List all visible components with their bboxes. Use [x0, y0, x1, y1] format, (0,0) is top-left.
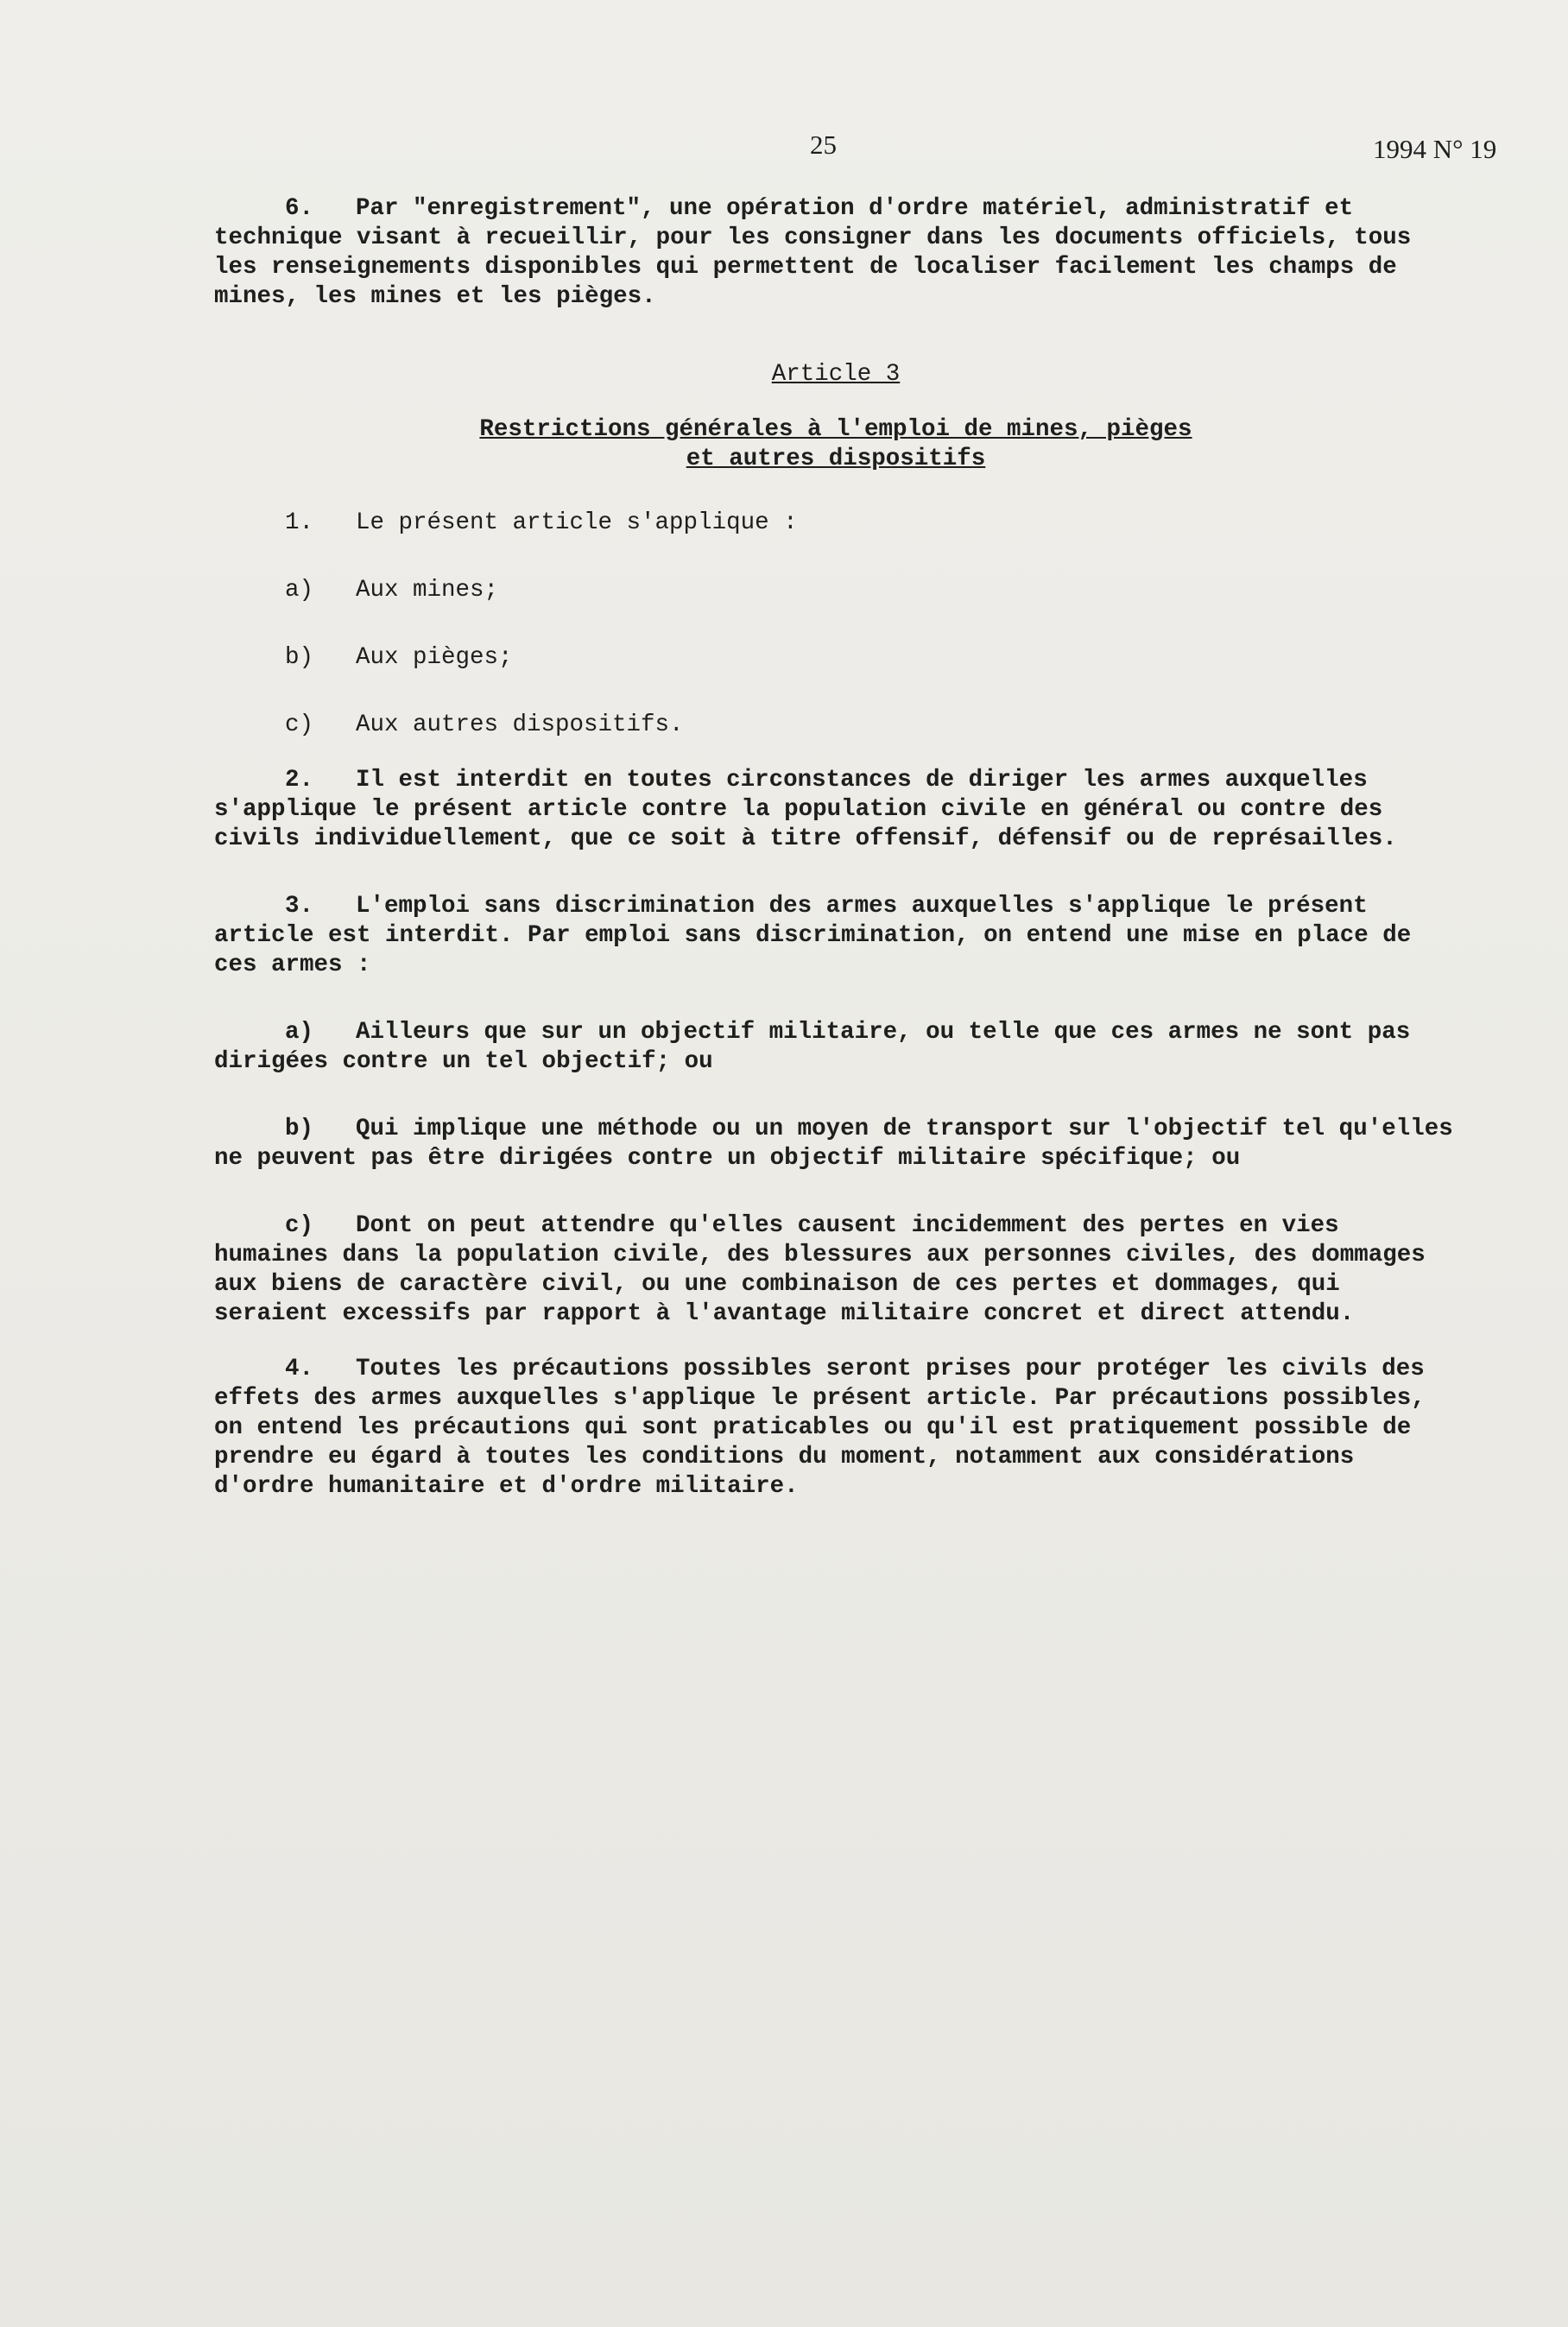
list-item [214, 711, 1457, 740]
paragraph-text: Par "enregistrement", une opération d'ordre matériel, administratif et technique visant à recueillir, pour les consigner dans les documents officiels, tous les renseignements disponibles qui permettent de localiser facilement les champs de mines, les mines et les pièges. [214, 195, 1412, 310]
paragraph-text: Il est interdit en toutes circonstances de diriger les armes auxquelles s'applique le présent article contre la population civile en général ou contre des civils individuellement, que ce soit à titre offensif, défensif ou de représailles. [214, 767, 1397, 852]
paragraph-number: 3. [285, 893, 314, 920]
sub-item-text: Ailleurs que sur un objectif militaire, ou telle que ces armes ne sont pas dirigées contre un tel objectif; ou [214, 1019, 1411, 1075]
list-item-label: a) [285, 577, 314, 604]
paragraph-number: 2. [285, 767, 314, 794]
paragraph-1 [214, 509, 1457, 538]
list-item-text: Aux mines; [356, 577, 499, 604]
paragraph-3 [214, 892, 1457, 980]
sub-item-label: c) [285, 1212, 314, 1239]
sub-item [214, 1115, 1457, 1173]
page-number: 25 [810, 130, 837, 160]
paragraph-text: Toutes les précautions possibles seront prises pour protéger les civils des effets des armes auxquelles s'applique le présent article. Par précautions possibles, on entend les précautions qui sont praticables ou qu'il est pratiquement possible de prendre eu égard à toutes les conditions du moment, notamment aux considérations d'ordre humanitaire et d'ordre militaire. [214, 1356, 1426, 1500]
sub-item [214, 1211, 1457, 1329]
paragraph-4 [214, 1355, 1457, 1502]
paragraph-text: L'emploi sans discrimination des armes auxquelles s'applique le présent article est interdit. Par emploi sans discrimination, on entend une mise en place de ces armes : [214, 893, 1412, 978]
document-body [214, 194, 1457, 1550]
document-reference: 1994 N° 19 [1373, 134, 1497, 164]
paragraph-6 [214, 194, 1457, 312]
paragraph-2 [214, 766, 1457, 854]
paragraph-number: 4. [285, 1356, 314, 1382]
article-subtitle [214, 415, 1457, 474]
list-item [214, 643, 1457, 673]
list-item-text: Aux autres dispositifs. [356, 711, 684, 738]
paragraph-text: Le présent article s'applique : [356, 509, 798, 536]
list-item-text: Aux pièges; [356, 644, 513, 671]
article-subtitle-line-1: Restrictions générales à l'emploi de mines, pièges [479, 416, 1192, 443]
sub-item-label: b) [285, 1116, 314, 1142]
paragraph-number: 6. [285, 195, 314, 222]
sub-item-text: Dont on peut attendre qu'elles causent incidemment des pertes en vies humaines dans la population civile, des blessures aux personnes civiles, des dommages aux biens de caractère civil, ou une combinaison de ces pertes et dommages, qui seraient excessifs par rapport à l'avantage militaire concret et direct attendu. [214, 1212, 1426, 1327]
paragraph-number: 1. [285, 509, 314, 536]
list-item-label: c) [285, 711, 314, 738]
article-subtitle-line-2: et autres dispositifs [686, 446, 986, 472]
list-item [214, 576, 1457, 605]
sub-item-label: a) [285, 1019, 314, 1046]
sub-item [214, 1018, 1457, 1077]
sub-item-text: Qui implique une méthode ou un moyen de transport sur l'objectif tel qu'elles ne peuvent pas être dirigées contre un objectif militaire spécifique; ou [214, 1116, 1453, 1172]
list-item-label: b) [285, 644, 314, 671]
article-title: Article 3 [771, 361, 901, 388]
